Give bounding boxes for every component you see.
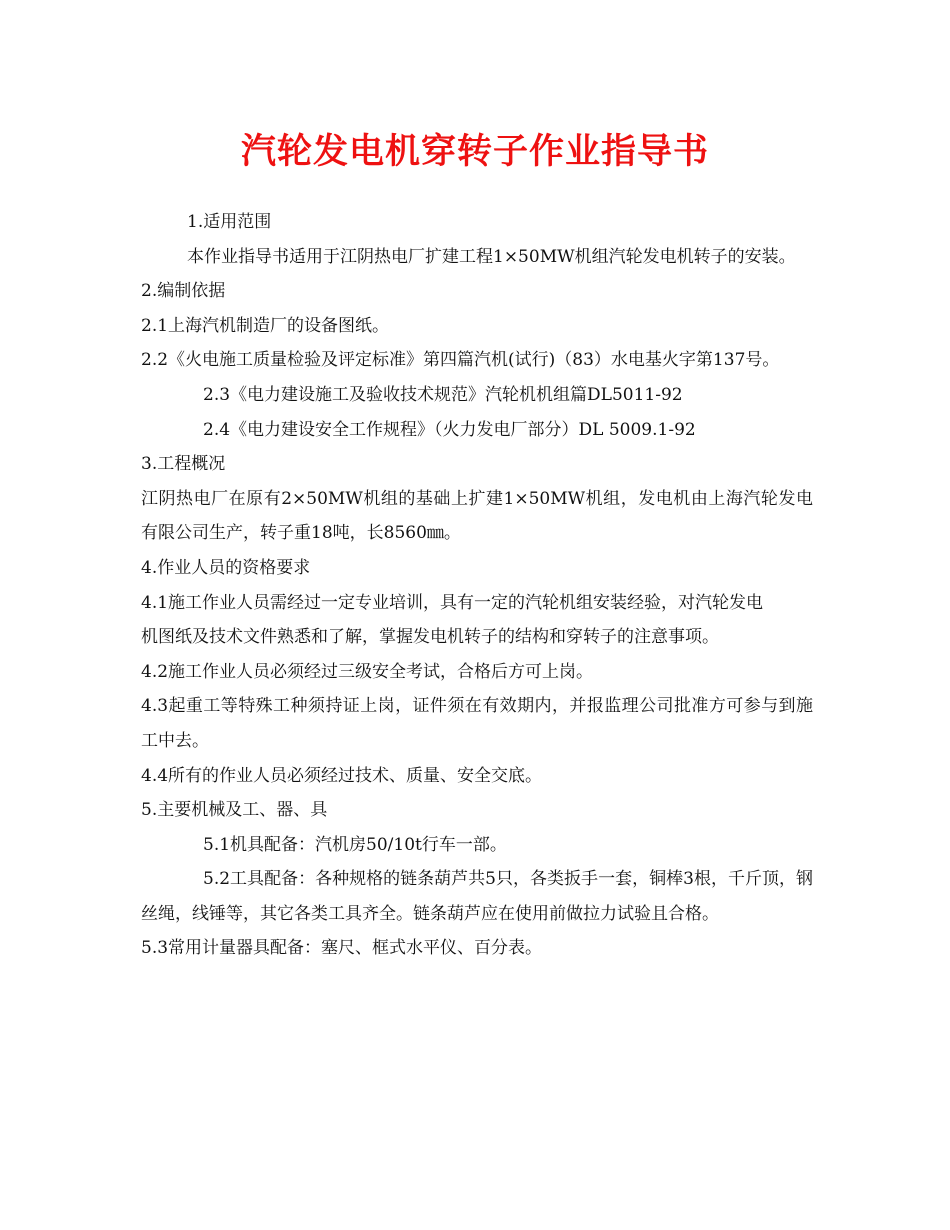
paragraph-qualification-4-1: 4.1施工作业人员需经过一定专业培训，具有一定的汽轮机组安装经验，对汽轮发电 xyxy=(141,592,764,613)
paragraph-qualification-4-2: 4.2施工作业人员必须经过三级安全考试，合格后方可上岗。 xyxy=(141,661,594,682)
section-heading-qualifications: 4.作业人员的资格要求 xyxy=(141,557,311,578)
paragraph-qualification-4-4: 4.4所有的作业人员必须经过技术、质量、安全交底。 xyxy=(141,765,543,786)
section-heading-basis: 2.编制依据 xyxy=(141,281,226,302)
document-body xyxy=(141,205,813,966)
paragraph-basis-2-3: 2.3《电力建设施工及验收技术规范》汽轮机机组篇DL5011-92 xyxy=(203,384,683,405)
paragraph-basis-2-2: 2.2《火电施工质量检验及评定标准》第四篇汽机(试行)（83）水电基火字第137号。 xyxy=(141,350,780,371)
paragraph-basis-2-4: 2.4《电力建设安全工作规程》（火力发电厂部分）DL 5009.1-92 xyxy=(203,419,696,440)
paragraph-qualification-4-3: 4.3起重工等特殊工种须持证上岗，证件须在有效期内，并报监理公司批准方可参与到施工中去。 xyxy=(141,696,813,751)
paragraph-equipment-5-2: 5.2工具配备：各种规格的链条葫芦共5只，各类扳手一套，铜棒3根，千斤顶，钢丝绳，线锤等，其它各类工具齐全。链条葫芦应在使用前做拉力试验且合格。 xyxy=(141,869,813,924)
paragraph-equipment-5-1: 5.1机具配备：汽机房50/10t行车一部。 xyxy=(203,834,507,855)
section-heading-overview: 3.工程概况 xyxy=(141,454,226,475)
paragraph-qualification-4-1-cont: 机图纸及技术文件熟悉和了解，掌握发电机转子的结构和穿转子的注意事项。 xyxy=(141,627,719,648)
paragraph-overview: 江阴热电厂在原有2×50MW机组的基础上扩建1×50MW机组，发电机由上海汽轮发电有限公司生产，转子重18吨，长8560㎜。 xyxy=(141,488,813,544)
document-title: 汽轮发电机穿转子作业指导书 xyxy=(240,132,709,172)
paragraph-equipment-5-3: 5.3常用计量器具配备：塞尺、框式水平仪、百分表。 xyxy=(141,938,543,959)
section-heading-scope: 1.适用范围 xyxy=(187,212,272,232)
paragraph-basis-2-1: 2.1上海汽机制造厂的设备图纸。 xyxy=(141,315,390,336)
paragraph-scope: 本作业指导书适用于江阴热电厂扩建工程1×50MW机组汽轮发电机转子的安装。 xyxy=(187,246,796,267)
section-heading-equipment: 5.主要机械及工、器、具 xyxy=(141,800,328,821)
